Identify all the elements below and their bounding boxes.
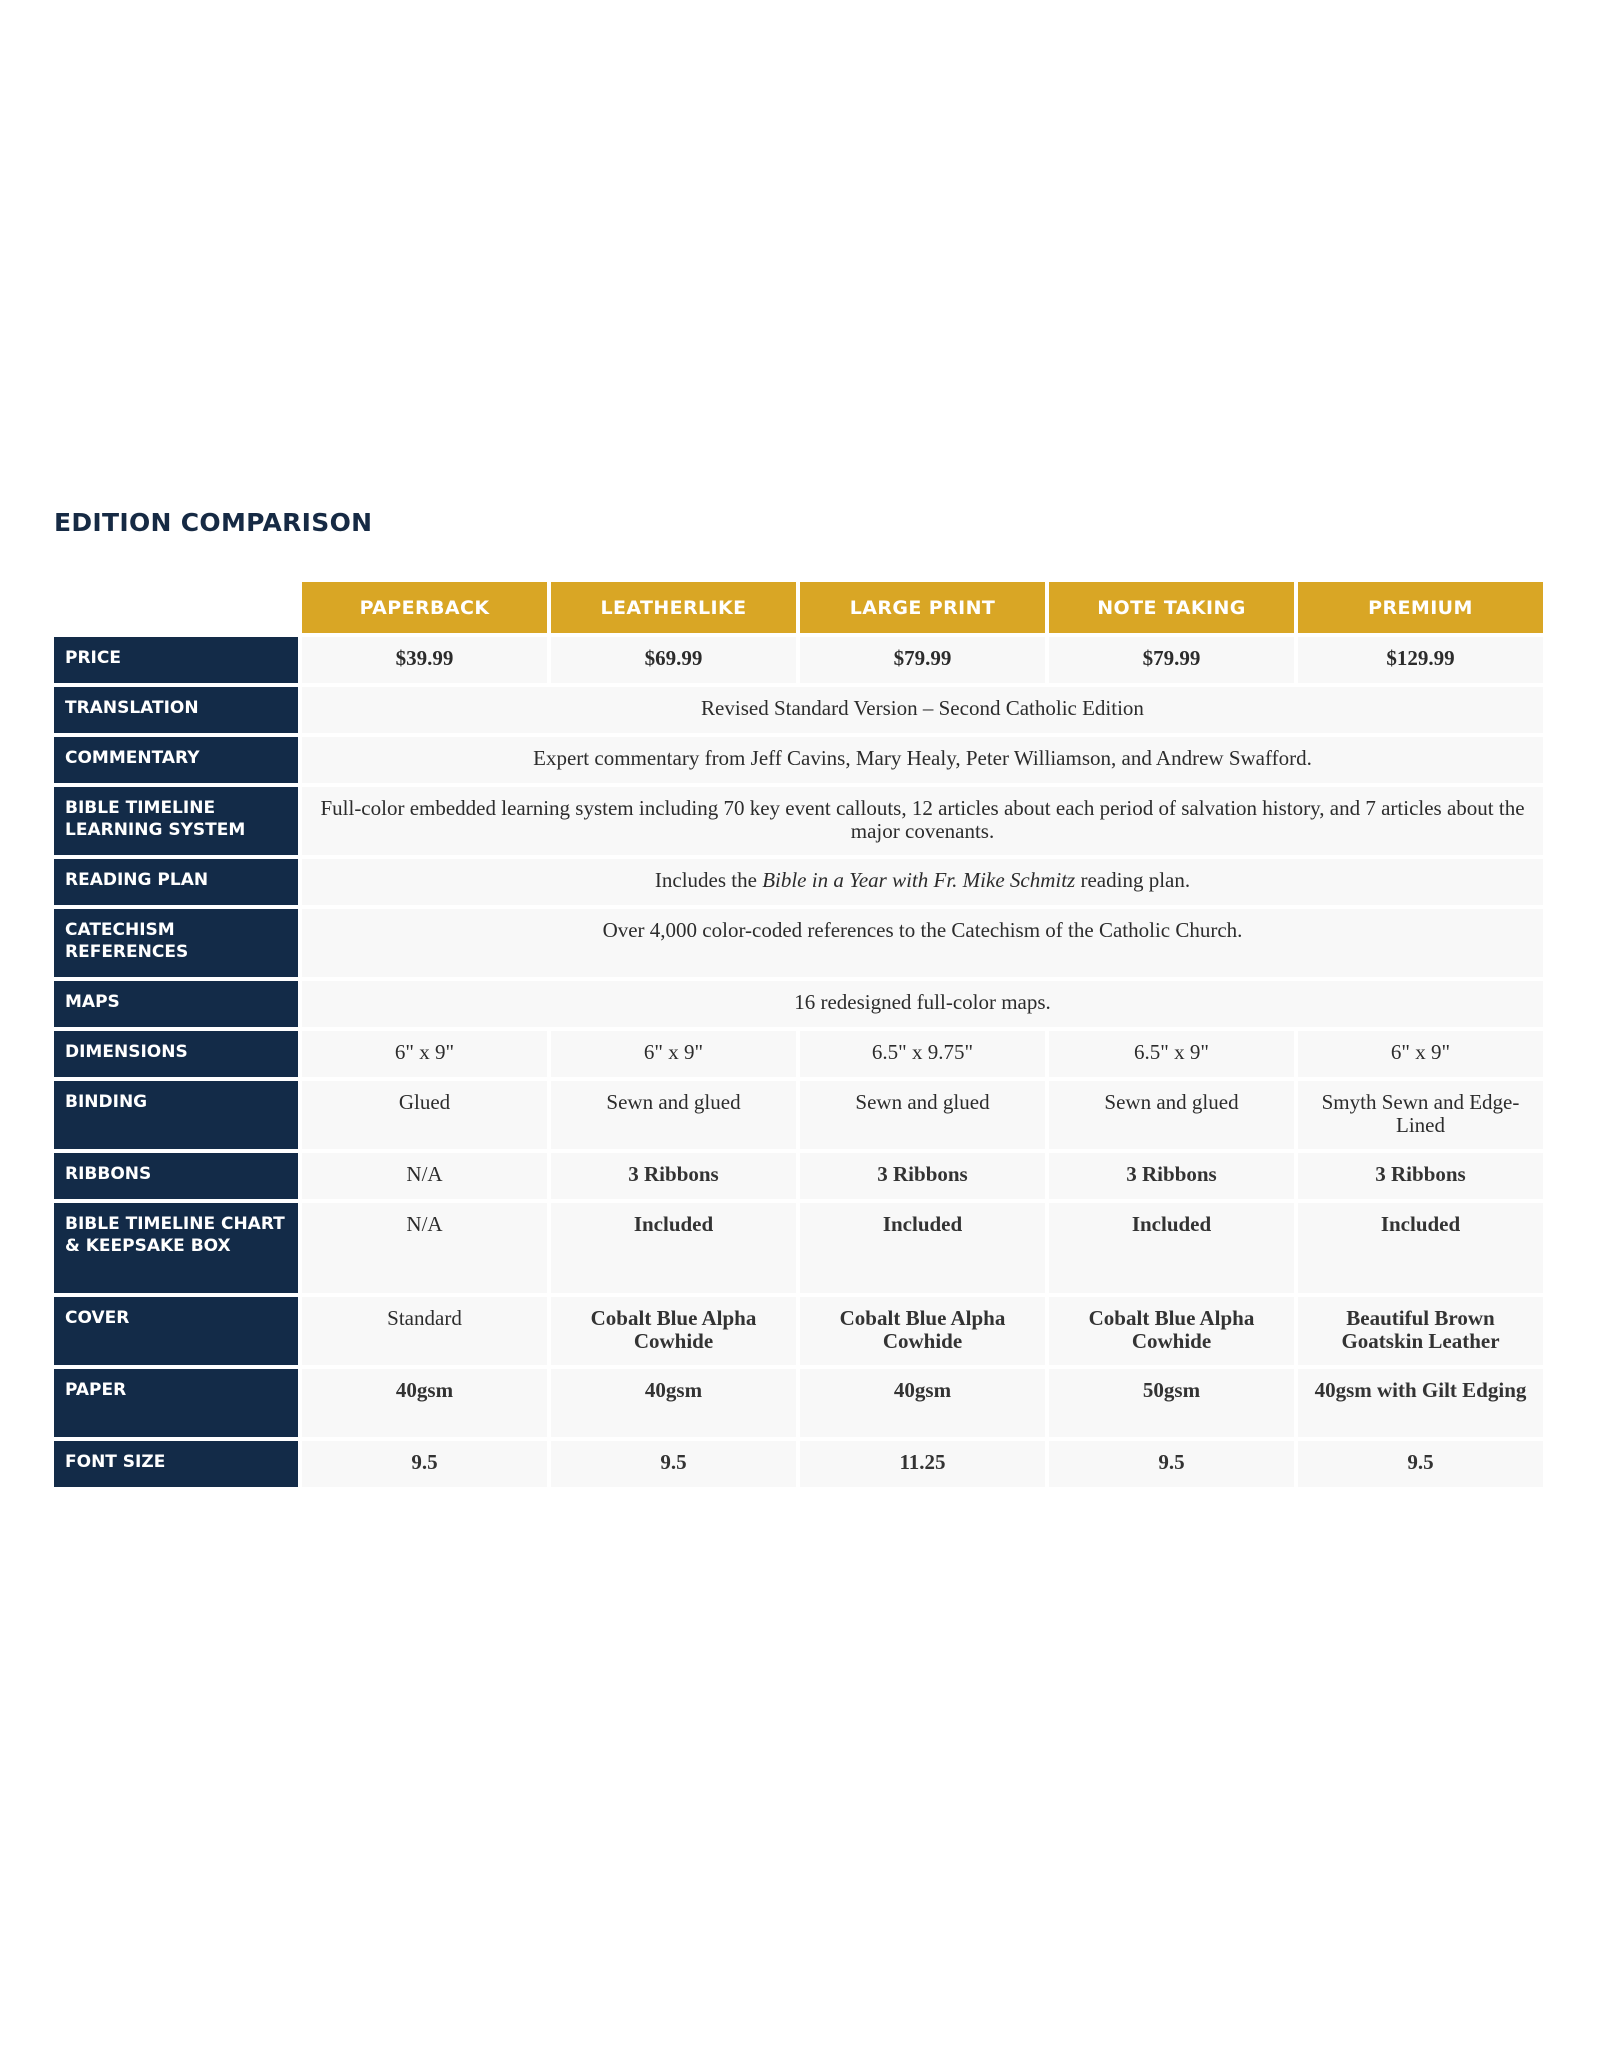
reading-plan-prefix: Includes the <box>654 868 763 892</box>
font-size-note-taking: 9.5 <box>1049 1441 1294 1487</box>
table-row-catechism <box>54 909 1543 977</box>
font-size-premium: 9.5 <box>1298 1441 1543 1487</box>
table-row-font-size <box>54 1441 1543 1487</box>
row-label-price: PRICE <box>54 637 298 683</box>
row-label-reading-plan: READING PLAN <box>54 859 298 905</box>
cover-note-taking: Cobalt Blue Alpha Cowhide <box>1049 1297 1294 1365</box>
table-row-timeline-chart <box>54 1203 1543 1293</box>
table-row-binding <box>54 1081 1543 1149</box>
table-row-cover <box>54 1297 1543 1365</box>
table-row-commentary <box>54 737 1543 783</box>
row-label-binding: BINDING <box>54 1081 298 1149</box>
row-label-paper: PAPER <box>54 1369 298 1437</box>
header-paperback: PAPERBACK <box>302 582 547 633</box>
ribbons-large-print: 3 Ribbons <box>800 1153 1045 1199</box>
paper-note-taking: 50gsm <box>1049 1369 1294 1437</box>
binding-premium: Smyth Sewn and Edge-Lined <box>1298 1081 1543 1149</box>
table-row-translation <box>54 687 1543 733</box>
table-row-maps <box>54 981 1543 1027</box>
header-corner-cell <box>54 582 298 633</box>
ribbons-note-taking: 3 Ribbons <box>1049 1153 1294 1199</box>
timeline-chart-paperback: N/A <box>302 1203 547 1293</box>
cover-large-print: Cobalt Blue Alpha Cowhide <box>800 1297 1045 1365</box>
timeline-chart-large-print: Included <box>800 1203 1045 1293</box>
table-row-price <box>54 637 1543 683</box>
header-large-print: LARGE PRINT <box>800 582 1045 633</box>
row-label-catechism: CATECHISM REFERENCES <box>54 909 298 977</box>
table-row-dimensions <box>54 1031 1543 1077</box>
cover-leatherlike: Cobalt Blue Alpha Cowhide <box>551 1297 796 1365</box>
translation-value: Revised Standard Version – Second Catholic Edition <box>302 687 1543 733</box>
binding-large-print: Sewn and glued <box>800 1081 1045 1149</box>
edition-comparison-table-wrapper <box>54 582 1544 1487</box>
reading-plan-suffix: reading plan. <box>1075 868 1191 892</box>
row-label-maps: MAPS <box>54 981 298 1027</box>
dimensions-note-taking: 6.5" x 9" <box>1049 1031 1294 1077</box>
paper-paperback: 40gsm <box>302 1369 547 1437</box>
page-title: EDITION COMPARISON <box>54 508 373 537</box>
header-leatherlike: LEATHERLIKE <box>551 582 796 633</box>
font-size-leatherlike: 9.5 <box>551 1441 796 1487</box>
maps-value: 16 redesigned full-color maps. <box>302 981 1543 1027</box>
reading-plan-value <box>302 859 1543 905</box>
row-label-cover: COVER <box>54 1297 298 1365</box>
dimensions-large-print: 6.5" x 9.75" <box>800 1031 1045 1077</box>
ribbons-premium: 3 Ribbons <box>1298 1153 1543 1199</box>
font-size-paperback: 9.5 <box>302 1441 547 1487</box>
row-label-translation: TRANSLATION <box>54 687 298 733</box>
row-label-timeline-chart: BIBLE TIMELINE CHART & KEEPSAKE BOX <box>54 1203 298 1293</box>
paper-premium: 40gsm with Gilt Edging <box>1298 1369 1543 1437</box>
table-header-row <box>54 582 1543 633</box>
price-leatherlike: $69.99 <box>551 637 796 683</box>
header-premium: PREMIUM <box>1298 582 1543 633</box>
price-premium: $129.99 <box>1298 637 1543 683</box>
table-row-ribbons <box>54 1153 1543 1199</box>
price-paperback: $39.99 <box>302 637 547 683</box>
row-label-learning-system: BIBLE TIMELINE LEARNING SYSTEM <box>54 787 298 855</box>
price-note-taking: $79.99 <box>1049 637 1294 683</box>
dimensions-paperback: 6" x 9" <box>302 1031 547 1077</box>
ribbons-leatherlike: 3 Ribbons <box>551 1153 796 1199</box>
paper-large-print: 40gsm <box>800 1369 1045 1437</box>
table-row-paper <box>54 1369 1543 1437</box>
binding-note-taking: Sewn and glued <box>1049 1081 1294 1149</box>
paper-leatherlike: 40gsm <box>551 1369 796 1437</box>
row-label-ribbons: RIBBONS <box>54 1153 298 1199</box>
row-label-commentary: COMMENTARY <box>54 737 298 783</box>
timeline-chart-premium: Included <box>1298 1203 1543 1293</box>
cover-paperback: Standard <box>302 1297 547 1365</box>
header-note-taking: NOTE TAKING <box>1049 582 1294 633</box>
price-large-print: $79.99 <box>800 637 1045 683</box>
font-size-large-print: 11.25 <box>800 1441 1045 1487</box>
table-row-reading-plan <box>54 859 1543 905</box>
dimensions-leatherlike: 6" x 9" <box>551 1031 796 1077</box>
binding-paperback: Glued <box>302 1081 547 1149</box>
cover-premium: Beautiful Brown Goatskin Leather <box>1298 1297 1543 1365</box>
commentary-value: Expert commentary from Jeff Cavins, Mary Healy, Peter Williamson, and Andrew Swafford. <box>302 737 1543 783</box>
ribbons-paperback: N/A <box>302 1153 547 1199</box>
row-label-dimensions: DIMENSIONS <box>54 1031 298 1077</box>
reading-plan-title: Bible in a Year with Fr. Mike Schmitz <box>762 868 1076 892</box>
binding-leatherlike: Sewn and glued <box>551 1081 796 1149</box>
table-row-learning-system <box>54 787 1543 855</box>
learning-system-value: Full-color embedded learning system including 70 key event callouts, 12 articles about each period of salvation history, and 7 articles about the major covenants. <box>302 787 1543 855</box>
dimensions-premium: 6" x 9" <box>1298 1031 1543 1077</box>
catechism-value: Over 4,000 color-coded references to the Catechism of the Catholic Church. <box>302 909 1543 977</box>
row-label-font-size: FONT SIZE <box>54 1441 298 1487</box>
edition-comparison-table <box>50 578 1547 1491</box>
timeline-chart-note-taking: Included <box>1049 1203 1294 1293</box>
timeline-chart-leatherlike: Included <box>551 1203 796 1293</box>
